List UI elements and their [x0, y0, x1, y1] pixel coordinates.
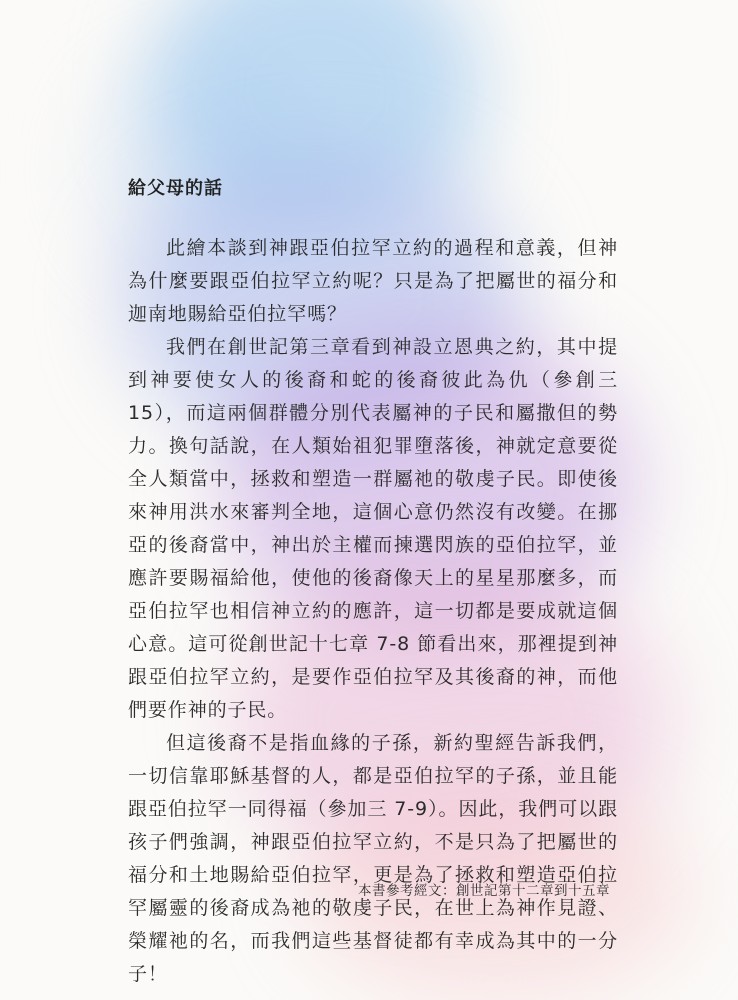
- body-text: [128, 232, 618, 991]
- scripture-reference: 本書參考經文：創世記第十二章到十五章: [358, 883, 610, 899]
- page-title: 給父母的話: [128, 178, 223, 199]
- paragraph-2: 我們在創世記第三章看到神設立恩典之約，其中提到神要使女人的後裔和蛇的後裔彼此為仇（參創三 15），而這兩個群體分別代表屬神的子民和屬撒但的勢力。換句話說，在人類始祖犯罪墮落後，神就定意要從全人類當中，拯救和塑造一群屬祂的敬虔子民。即使後來神用洪水來審判全地，這個心意仍然沒有改變。在挪亞的後裔當中，神出於主權而揀選閃族的亞伯拉罕，並應許要賜福給他，使他的後裔像天上的星星那麼多，而亞伯拉罕也相信神立約的應許，這一切都是要成就這個心意。這可從創世記十七章 7-8 節看出來，那裡提到神跟亞伯拉罕立約，是要作亞伯拉罕及其後裔的神，而他們要作神的子民。: [128, 336, 618, 721]
- paragraph-3: 但這後裔不是指血緣的子孫，新約聖經告訴我們，一切信靠耶穌基督的人，都是亞伯拉罕的子孫，並且能跟亞伯拉罕一同得福（參加三 7-9）。因此，我們可以跟孩子們強調，神跟亞伯拉罕立約，不是只為了把屬世的福分和土地賜給亞伯拉罕，更是為了拯救和塑造亞伯拉罕屬靈的後裔成為祂的敬虔子民，在世上為神作見證、榮耀祂的名，而我們這些基督徒都有幸成為其中的一分子！: [128, 732, 618, 985]
- paragraph-1: 此繪本談到神跟亞伯拉罕立約的過程和意義，但神為什麼要跟亞伯拉罕立約呢？只是為了把屬世的福分和迦南地賜給亞伯拉罕嗎？: [128, 237, 618, 325]
